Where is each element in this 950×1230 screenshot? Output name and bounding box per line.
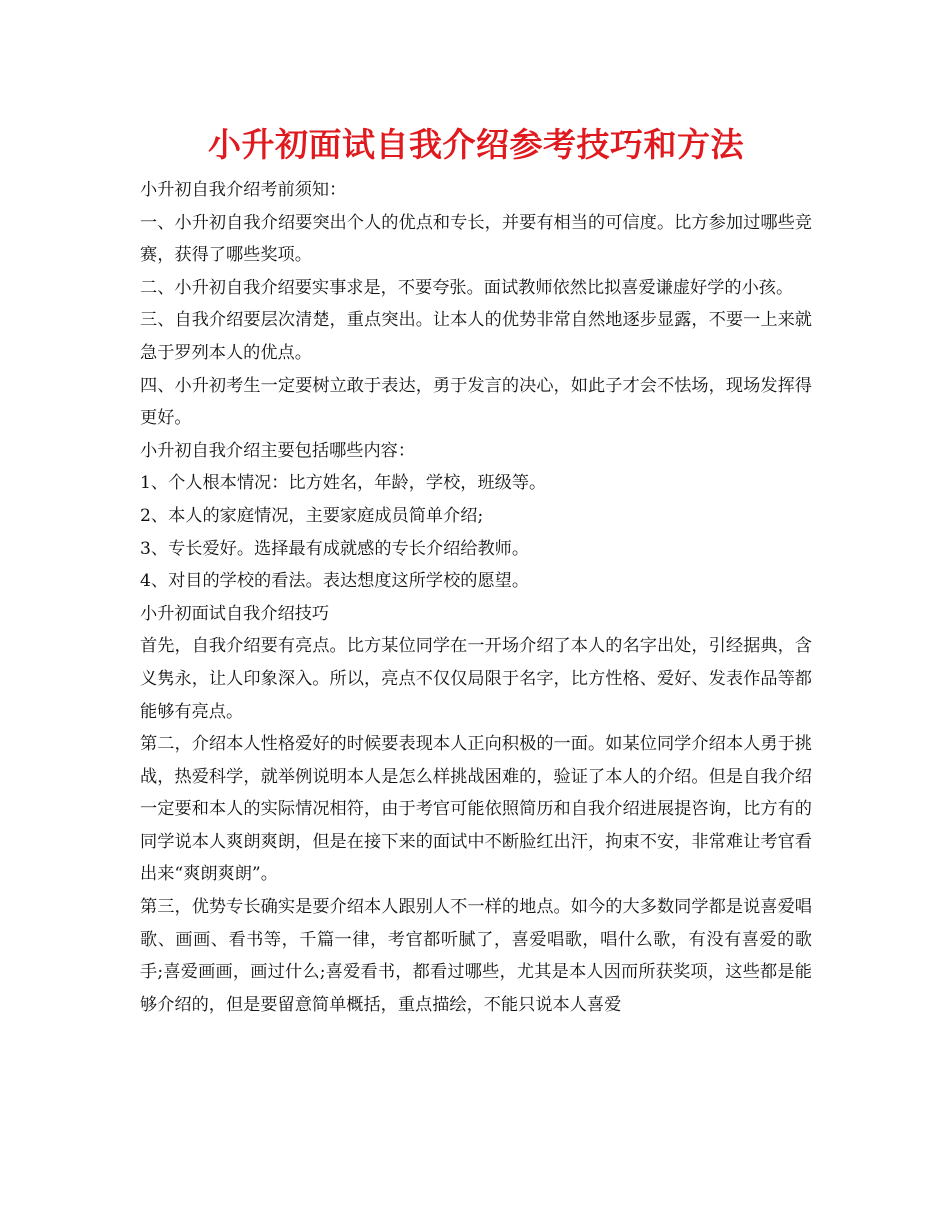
document-title: 小升初面试自我介绍参考技巧和方法 <box>208 125 744 164</box>
paragraph: 一、小升初自我介绍要突出个人的优点和专长，并要有相当的可信度。比方参加过哪些竞赛，获得了哪些奖项。 <box>140 212 812 266</box>
document-page <box>140 118 812 1021</box>
paragraph: 四、小升初考生一定要树立敢于表达，勇于发言的决心，如此子才会不怯场，现场发挥得更好。 <box>140 375 812 429</box>
paragraph: 小升初面试自我介绍技巧 <box>140 603 330 624</box>
paragraph: 小升初自我介绍主要包括哪些内容： <box>140 440 416 461</box>
paragraph: 1、个人根本情况：比方姓名，年龄，学校，班级等。 <box>140 473 547 494</box>
paragraph: 第三，优势专长确实是要介绍本人跟别人不一样的地点。如今的大多数同学都是说喜爱唱歌、画画、看书等，千篇一律，考官都听腻了，喜爱唱歌，唱什么歌，有没有喜爱的歌手;喜爱画画，画过什么;喜爱看书，都看过哪些，尤其是本人因而所获奖项，这些都是能够介绍的，但是要留意简单概括，重点描绘，不能只说本人喜爱 <box>140 897 812 1015</box>
document-body <box>140 174 812 1021</box>
paragraph: 小升初自我介绍考前须知： <box>140 180 347 200</box>
paragraph: 3、专长爱好。选择最有成就感的专长介绍给教师。 <box>140 538 530 559</box>
paragraph: 三、自我介绍要层次清楚，重点突出。让本人的优势非常自然地逐步显露，不要一上来就急于罗列本人的优点。 <box>140 310 812 363</box>
paragraph: 第二，介绍本人性格爱好的时候要表现本人正向积极的一面。如某位同学介绍本人勇于挑战，热爱科学，就举例说明本人是怎么样挑战困难的，验证了本人的介绍。但是自我介绍一定要和本人的实际情况相符，由于考官可能依照简历和自我介绍进展提咨询，比方有的同学说本人爽朗爽朗，但是在接下来的面试中不断脸红出汗，拘束不安，非常难让考官看出来“爽朗爽朗”。 <box>140 734 812 885</box>
paragraph: 4、对目的学校的看法。表达想度这所学校的愿望。 <box>140 571 530 592</box>
paragraph: 首先，自我介绍要有亮点。比方某位同学在一开场介绍了本人的名字出处，引经据典，含义隽永，让人印象深入。所以，亮点不仅仅局限于名字，比方性格、爱好、发表作品等都能够有亮点。 <box>140 636 812 722</box>
paragraph: 二、小升初自我介绍要实事求是，不要夸张。面试教师依然比拟喜爱谦虚好学的小孩。 <box>140 277 794 298</box>
paragraph: 2、本人的家庭情况，主要家庭成员简单介绍; <box>140 505 484 526</box>
